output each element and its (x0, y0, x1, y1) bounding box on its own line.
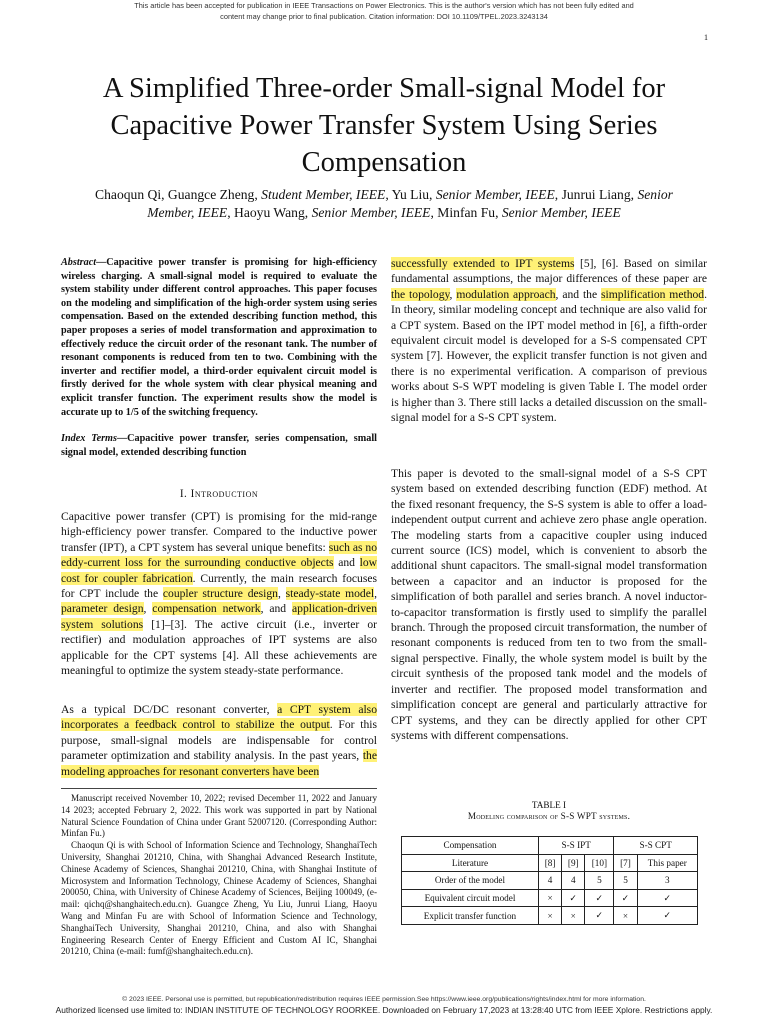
table-cell: Literature (402, 854, 539, 872)
text-run: . Currently, the main research focuses for CPT include the (61, 571, 377, 601)
table-cell: ✓ (614, 889, 637, 907)
author-role-1: Student Member, IEEE (261, 187, 386, 202)
table-cell: ✓ (562, 889, 585, 907)
text-run: Capacitive power transfer (CPT) is promising for the mid-range high-efficiency power transfer. Compared to the inductive power transfer (IPT), a CPT system has several unique benefits: (61, 510, 377, 554)
table-header-row (402, 837, 698, 855)
author-role-4: Senior Member, IEEE (311, 204, 431, 220)
highlight: coupler structure design (162, 587, 278, 601)
author-role-3: Senior Member, IEEE (147, 187, 673, 220)
publication-note (0, 0, 768, 22)
text-run: and (333, 556, 360, 570)
author-names-3: , Junrui Liang, (554, 187, 638, 202)
index-terms-label: Index Terms (61, 433, 117, 444)
table-cell: This paper (637, 854, 697, 872)
table-row (402, 872, 698, 890)
right-paragraph-1 (391, 256, 707, 425)
footnote-divider (61, 788, 377, 789)
index-terms-text: —Capacitive power transfer, series compensation, small signal model, extended describing function (61, 433, 377, 458)
table-label: TABLE I (531, 800, 567, 810)
table-row (402, 907, 698, 925)
highlight: the modeling approaches for resonant converters have been (61, 749, 377, 778)
table-cell: × (538, 889, 561, 907)
text-run: . For this purpose, small-signal models are indispensable for control parameter optimization and stability analysis. In the past years, (61, 718, 377, 763)
table-cell: 4 (562, 872, 585, 890)
text-run: , (374, 587, 378, 601)
table-row (402, 854, 698, 872)
license-notice: Authorized licensed use limited to: INDIAN INSTITUTE OF TECHNOLOGY ROORKEE. Downloaded on February 17,2023 at 13:28:40 UTC from IEEE Xplore. Restrictions apply. (55, 1005, 713, 1015)
table-cell: ✓ (585, 907, 614, 925)
table-cell: 4 (538, 872, 561, 890)
table-cell: [9] (562, 854, 585, 872)
table-cell: Explicit transfer function (402, 907, 539, 925)
text-run: [1]–[3]. The active circuit (i.e., inverter or rectifier) and modulation approaches of IPT systems are also applicable for the CPT systems [4]. All these achievements are meaningful to optimize the system steady-state performance. (61, 617, 377, 678)
index-terms (61, 432, 377, 459)
footnote-affiliations: Chaoqun Qi is with School of Information Science and Technology, ShanghaiTech University, Shanghai 201210, China, with Shanghai Advanced Research Institute, Chinese Academy of Sciences, Shanghai 201210, China, with Shanghai Institute of Microsystem and Information Technology, Chinese Academy of Sciences, Shanghai 200050, China, with University of Chinese Academy of Sciences, Beijing 100049, (e-mail: qichq@shanghaitech.edu.cn). Guangce Zheng, Yu Liu, Junrui Liang, Haoyu Wang and Minfan Fu are with School of Information Science and Technology, ShanghaiTech University, Shanghai 201210, China, and also with Shanghai Engineering Research Center of Energy Efficient and Custom AI IC, Shanghai 201210, China (e-mail: fumf@shanghaitech.edu.cn). (61, 840, 377, 957)
table-cell: ✓ (585, 889, 614, 907)
right-paragraph-2: This paper is devoted to the small-signal model of a S-S CPT system based on extended describing function (EDF) method. At the fixed resonant frequency, the S-S system is able to offer a load-independent output current and achieve zero phase angle operation. The modeling starts from a capacitive coupler using induced current source (ICS) model, which is convenient to absorb the additional shunt capacitors. The small-signal model transformation between a capacitor and an inductor is proposed for the simplification of both parallel and series branch. A novel inductor-to-capacitor transformation is firstly used to simplify the parallel branch. Through the proposed circuit transformation, the number of resonant components is reduced from ten to two from the small-signal perspective. Finally, the whole system model is built by the circuit synthesis of the proposed tank model and the models of inverter and rectifier. The proposed model transformation and simplification concept are general and particularly attractive for CPT systems, and they can be directly applied for other CPT systems with different compensations. (391, 467, 707, 742)
highlight: the topology (391, 287, 450, 301)
footnote (61, 793, 377, 958)
table-cell: 5 (614, 872, 637, 890)
highlight: such as no eddy-current loss for the surrounding conductive objects (61, 540, 377, 570)
table-cell: Order of the model (402, 872, 539, 890)
author-names-4: , Haoyu Wang, (227, 204, 312, 220)
table-cell: × (614, 907, 637, 925)
section-heading-introduction (61, 488, 377, 500)
page-number: 1 (704, 33, 708, 42)
table-caption: Modeling comparison of S-S WPT systems. (467, 811, 631, 821)
author-names-2: , Yu Liu, (385, 187, 436, 202)
intro-paragraph-2 (61, 702, 377, 779)
abstract-text: —Capacitive power transfer is promising for high-efficiency wireless charging. A small-signal model is required to evaluate the system stability under different control approaches. This paper focuses on the modeling and simplification of the high-order system using series compensation. Based on the extended describing function method, this paper proposes a series of model transformation and approximation to effectively reduce the circuit order of the resonant tank. The number of resonant components is reduced from ten to two. Combining with the inverter and rectifier model, a third-order equivalent circuit model is firstly derived for the whole system with clear physical meaning and explicit transfer function. The experiment results show the model is accurate up to 1/5 of the switching frequency. (61, 257, 377, 418)
author-role-2: Senior Member, IEEE (435, 187, 555, 202)
text-run: , and the (555, 287, 602, 301)
table-cell: 5 (585, 872, 614, 890)
highlight: a CPT system also incorporates a feedback control to stabilize the output (61, 703, 377, 732)
table-cell: Equivalent circuit model (402, 889, 539, 907)
highlight: parameter design (61, 602, 144, 616)
section-title: Introduction (190, 488, 259, 500)
table-cell: × (562, 907, 585, 925)
section-number: I. (179, 488, 191, 500)
table-cell: [10] (585, 854, 614, 872)
table-header-cell: S-S IPT (538, 837, 613, 855)
table-header-cell: S-S CPT (614, 837, 698, 855)
highlight: successfully extended to IPT systems (391, 257, 575, 270)
author-names-1: Chaoqun Qi, Guangce Zheng, (95, 187, 262, 202)
author-role-5: Senior Member, IEEE (501, 204, 621, 220)
table-cell: [8] (538, 854, 561, 872)
table-cell: ✓ (637, 907, 697, 925)
table-header-cell: Compensation (402, 837, 539, 855)
table-cell: [7] (614, 854, 637, 872)
text-run: , (143, 602, 153, 616)
copyright-notice: © 2023 IEEE. Personal use is permitted, but republication/redistribution requires IEEE permission.See https://www.ieee.org/publications/rights/index.html for more information. (122, 996, 646, 1003)
highlight: simplification method (601, 287, 705, 301)
footnote-manuscript: Manuscript received November 10, 2022; revised December 11, 2022 and January 14 2023; accepted February 2, 2022. This work was supported in part by National Natural Science Foundation of China under Grant 52007120. (Corresponding Author: Minfan Fu.) (61, 793, 377, 839)
author-list (70, 186, 698, 221)
table-cell: × (538, 907, 561, 925)
author-names-5: , Minfan Fu, (430, 204, 502, 220)
text-run: As a typical DC/DC resonant converter, (61, 703, 278, 716)
publication-note-line1: This article has been accepted for publication in IEEE Transactions on Power Electronics. This is the author's version which has not been fully edited and (134, 1, 634, 10)
abstract (61, 256, 377, 419)
highlight: steady-state model (285, 587, 375, 601)
text-run: , (277, 587, 286, 601)
paper-title: A Simplified Three-order Small-signal Model for Capacitive Power Transfer System Using Series Compensation (102, 73, 666, 178)
text-run: , (449, 287, 457, 301)
text-run: . In theory, similar modeling concept and technique are also valid for a CPT system. Based on the IPT model method in [6], a fifth-order equivalent circuit model is developed for a S-S compensated CPT system [7]. However, the explicit transfer function is not given and there is no experimental verification. A comparison of previous works about S-S WPT modeling is given Table I. The model order is higher than 3. There still lacks a detailed discussion on the small-signal model for a S-S CPT system. (391, 287, 707, 425)
abstract-label: Abstract (61, 257, 97, 268)
table-row (402, 889, 698, 907)
highlight: compensation network (152, 602, 261, 616)
text-run: [5], [6]. Based on similar fundamental assumptions, the major differences of these paper are (391, 257, 708, 286)
highlight: low cost for coupler fabrication (61, 556, 378, 585)
text-run: , and (260, 602, 292, 616)
intro-paragraph-1 (61, 509, 377, 678)
table-cell: 3 (637, 872, 697, 890)
highlight: modulation approach (456, 287, 556, 301)
publication-note-line2: content may change prior to final publication. Citation information: DOI 10.1109/TPEL.2023.3243134 (220, 12, 548, 21)
highlight: application-driven system solutions (61, 602, 377, 631)
table-cell: ✓ (637, 889, 697, 907)
comparison-table (401, 836, 698, 925)
